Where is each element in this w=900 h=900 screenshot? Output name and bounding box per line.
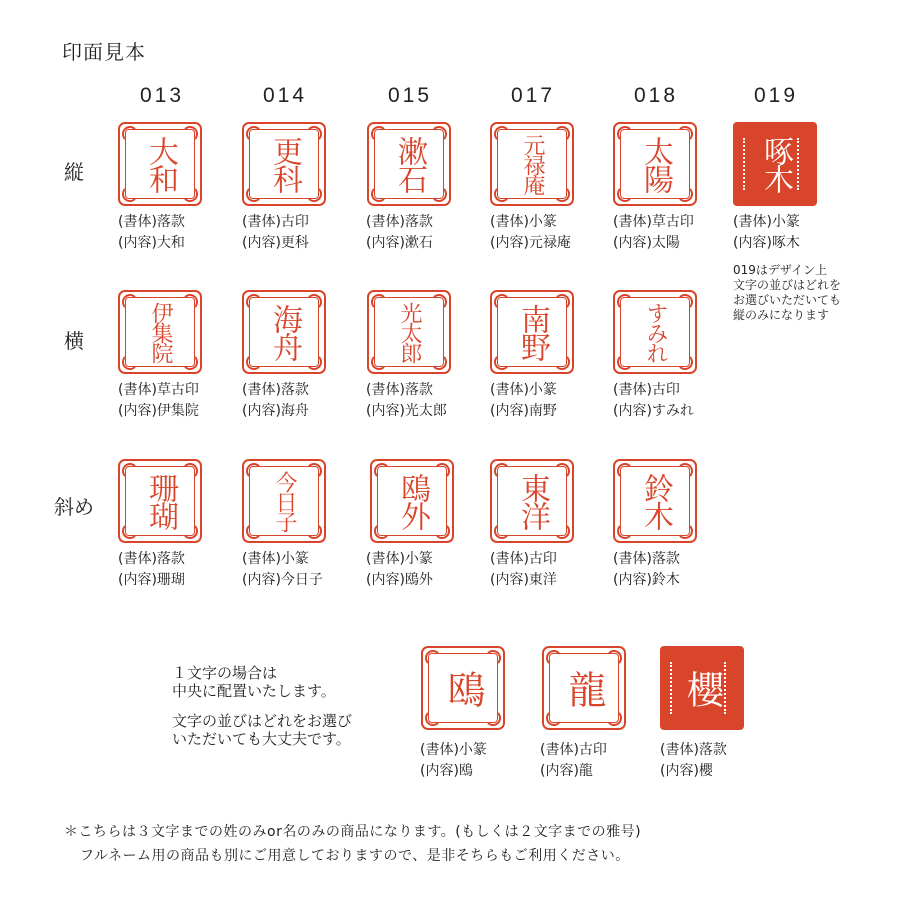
seal-sample <box>613 459 697 543</box>
caption-style: (書体)落款 <box>366 382 433 398</box>
caption-style: (書体)小篆 <box>420 742 487 758</box>
code-019: 019 <box>753 84 799 107</box>
row-label-horizontal: 横 <box>64 329 84 353</box>
caption-style: (書体)草古印 <box>613 214 694 230</box>
code-013: 013 <box>139 84 185 107</box>
row-label-diagonal: 斜め <box>54 495 94 519</box>
caption-style: (書体)古印 <box>490 551 557 567</box>
seal-glyph: 今日子 <box>272 471 297 531</box>
caption-content: (内容)伊集院 <box>118 403 199 419</box>
caption-style: (書体)小篆 <box>242 551 309 567</box>
caption-style: (書体)古印 <box>540 742 607 758</box>
caption-content: (内容)太陽 <box>613 235 680 251</box>
caption-content: (内容)海舟 <box>242 403 309 419</box>
seal-glyph: すみれ <box>643 302 668 362</box>
caption-content: (内容)櫻 <box>660 763 713 779</box>
seal-sample <box>118 290 202 374</box>
seal-sample <box>542 646 626 730</box>
seal-sample <box>613 290 697 374</box>
seal-sample <box>490 459 574 543</box>
footnote-line: フルネーム用の商品も別にご用意しておりますので、是非そちらもご利用ください。 <box>80 848 630 864</box>
note-line: 縦のみになります <box>733 308 830 322</box>
caption-content: (内容)漱石 <box>366 235 433 251</box>
seal-glyph: 漱石 <box>392 136 427 192</box>
sample-caption <box>366 549 433 591</box>
caption-style: (書体)落款 <box>660 742 727 758</box>
footnote-line: ＊こちらは３文字までの姓のみor名のみの商品になります。(もしくは２文字までの雅号) <box>64 824 642 840</box>
sample-caption <box>366 212 433 254</box>
seal-sample <box>490 290 574 374</box>
order-message <box>172 712 352 748</box>
seal-glyph: 海舟 <box>267 304 302 360</box>
seal-sample <box>118 122 202 206</box>
note-019 <box>733 263 841 323</box>
sample-caption <box>540 740 607 782</box>
caption-content: (内容)珊瑚 <box>118 572 185 588</box>
sample-caption <box>118 212 185 254</box>
seal-sample <box>367 122 451 206</box>
sample-caption <box>490 380 557 422</box>
caption-content: (内容)すみれ <box>613 403 694 419</box>
seal-glyph: 太陽 <box>638 136 673 192</box>
caption-content: (内容)大和 <box>118 235 185 251</box>
seal-glyph: 元禄庵 <box>520 134 545 194</box>
sample-caption <box>660 740 727 782</box>
sample-caption <box>242 212 309 254</box>
sample-caption <box>613 212 694 254</box>
footnote <box>64 820 641 868</box>
sample-caption <box>366 380 447 422</box>
caption-style: (書体)小篆 <box>366 551 433 567</box>
caption-content: (内容)南野 <box>490 403 557 419</box>
seal-glyph: 櫻 <box>680 670 724 706</box>
seal-sample <box>490 122 574 206</box>
row-label-vertical: 縦 <box>64 160 84 184</box>
code-015: 015 <box>387 84 433 107</box>
sample-caption <box>613 549 680 591</box>
note-line: 文字の並びはどれを <box>733 278 842 292</box>
sample-caption <box>613 380 694 422</box>
sample-caption <box>490 212 571 254</box>
caption-style: (書体)草古印 <box>118 382 199 398</box>
sample-caption <box>242 380 309 422</box>
caption-style: (書体)落款 <box>613 551 680 567</box>
caption-content: (内容)今日子 <box>242 572 323 588</box>
caption-content: (内容)啄木 <box>733 235 800 251</box>
sample-caption <box>490 549 557 591</box>
single-char-message <box>172 664 336 700</box>
seal-sample <box>367 290 451 374</box>
seal-glyph: 東洋 <box>515 473 550 529</box>
caption-style: (書体)落款 <box>118 551 185 567</box>
caption-style: (書体)小篆 <box>733 214 800 230</box>
message-line: １文字の場合は <box>172 664 278 682</box>
sample-caption <box>118 380 199 422</box>
caption-style: (書体)落款 <box>366 214 433 230</box>
seal-sample <box>118 459 202 543</box>
seal-sample <box>370 459 454 543</box>
code-014: 014 <box>262 84 308 107</box>
sample-caption <box>733 212 800 254</box>
sample-caption <box>242 549 323 591</box>
caption-content: (内容)更科 <box>242 235 309 251</box>
seal-glyph: 光太郎 <box>397 302 422 362</box>
caption-content: (内容)龍 <box>540 763 593 779</box>
seal-glyph: 鴎 <box>441 670 485 706</box>
caption-content: (内容)鈴木 <box>613 572 680 588</box>
seal-glyph: 啄木 <box>758 136 793 192</box>
note-line: 019はデザイン上 <box>733 263 828 277</box>
seal-glyph: 珊瑚 <box>143 473 178 529</box>
message-line: 中央に配置いたします。 <box>172 682 336 700</box>
seal-sample <box>242 459 326 543</box>
sample-caption <box>420 740 487 782</box>
message-line: 文字の並びはどれをお選び <box>172 712 353 730</box>
caption-style: (書体)落款 <box>242 382 309 398</box>
caption-style: (書体)小篆 <box>490 214 557 230</box>
caption-style: (書体)古印 <box>242 214 309 230</box>
seal-sample <box>242 122 326 206</box>
seal-sample-solid <box>660 646 744 730</box>
caption-content: (内容)元禄庵 <box>490 235 571 251</box>
caption-content: (内容)光太郎 <box>366 403 447 419</box>
note-line: お選びいただいても <box>733 293 842 307</box>
message-line: いただいても大丈夫です。 <box>172 730 351 748</box>
seal-glyph: 鈴木 <box>638 473 673 529</box>
page-title: 印面見本 <box>62 40 146 64</box>
caption-content: (内容)鴎 <box>420 763 473 779</box>
seal-sample <box>242 290 326 374</box>
seal-glyph: 更科 <box>267 136 302 192</box>
caption-content: (内容)鴎外 <box>366 572 433 588</box>
seal-glyph: 伊集院 <box>148 302 173 362</box>
caption-style: (書体)古印 <box>613 382 680 398</box>
caption-style: (書体)小篆 <box>490 382 557 398</box>
seal-sample-solid <box>733 122 817 206</box>
sample-caption <box>118 549 185 591</box>
caption-style: (書体)落款 <box>118 214 185 230</box>
code-017: 017 <box>510 84 556 107</box>
seal-glyph: 鴎外 <box>395 473 430 529</box>
code-018: 018 <box>633 84 679 107</box>
seal-glyph: 大和 <box>143 136 178 192</box>
seal-sample <box>421 646 505 730</box>
caption-content: (内容)東洋 <box>490 572 557 588</box>
seal-glyph: 龍 <box>562 670 606 706</box>
seal-sample <box>613 122 697 206</box>
seal-glyph: 南野 <box>515 304 550 360</box>
